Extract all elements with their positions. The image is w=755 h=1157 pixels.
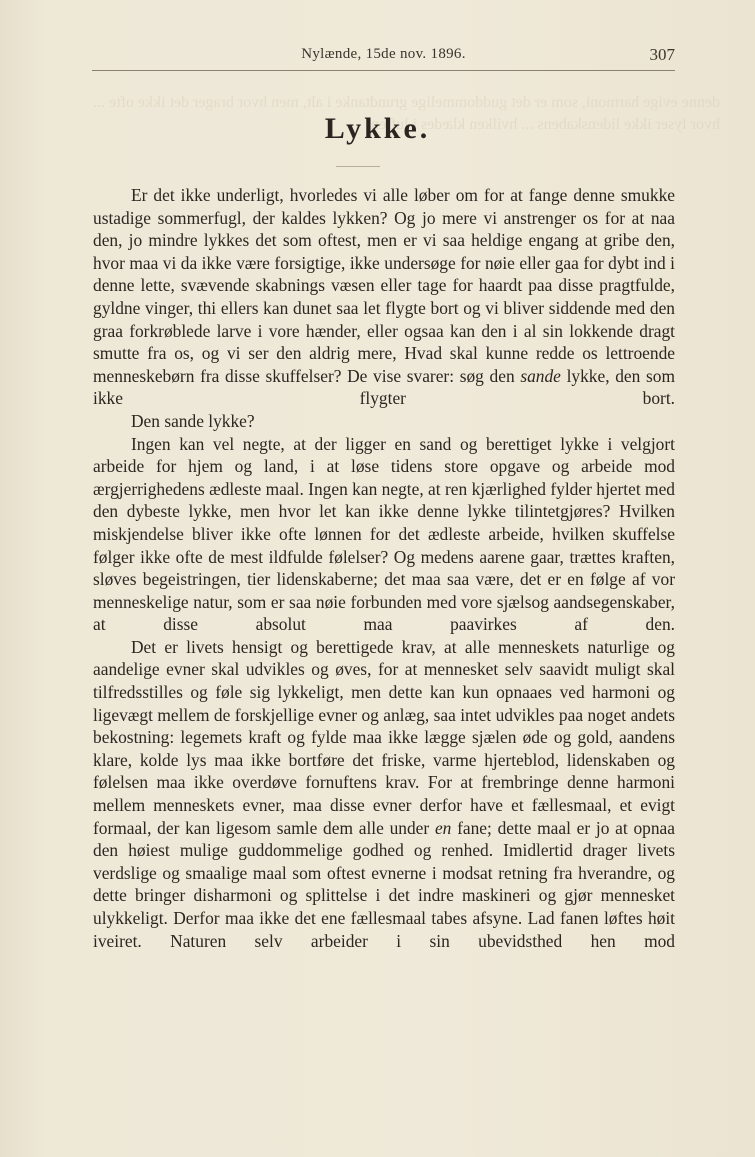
emphasis-sande: sande xyxy=(520,365,561,386)
paragraph-3: Ingen kan vel negte, at der ligger en sand og berettiget lykke i velgjort arbeide for hjem og land, i at løse tidens store opgave og arbeide mod ærgjerrighedens ædleste maal. Ingen kan negte, at ren kjærlighed fylder hjertet med den dybeste lykke, men hvor let kan ikke denne lykke tilintetgjøres? Hvilken miskjendelse bliver ikke ofte lønnen for det ædleste arbeide, hvilken skuffelse følger ikke ofte de mest ildfulde følelser? Og medens aarene gaar, trættes kraften, sløves begeistringen, tier lidenskaberne; det maa saa være, det er en følge af vor menneskelige natur, som er saa nøie forbunden med vore sjælsog aandsegenskaber, at disse absolut maa paavirkes af den. xyxy=(93,433,675,635)
bleed-through-text: denne evige harmoni, som er det guddommelige grundtanke i alt, men hvor brager det ikke ofte ... hvor lyser ikke lidenskabens ... hvilken klædes i luften xyxy=(93,94,720,133)
article-title: Lykke. xyxy=(324,112,431,145)
article-body xyxy=(93,184,675,952)
header-rule xyxy=(92,70,675,71)
paragraph-1: Er det ikke underligt, hvorledes vi alle løber om for at fange denne smukke ustadige sommerfugl, der kaldes lykken? Og jo mere vi anstrenger os for at naa den, jo mindre lykkes det som oftest, men er vi saa heldige engang at gribe den, hvor maa vi da ikke være forsigtige, ikke undersøge for nøie eller gaa for dybt ind i denne lette, svævende skabnings væsen eller tage for haardt paa disse pragtfulde, gyldne vinger, thi ellers kan dunet saa let flygte bort og vi bliver siddende med den graa forkrøblede larve i vore hænder, eller ogsaa kan den i al sin lokkende dragt smutte fra os, og vi ser den aldrig mere, Hvad skal kunne redde os lettroende menneskebørn fra disse skuffelser? De vise svarer: søg den sande lykke, den som ikke flygter bort. xyxy=(93,185,675,409)
paragraph-4: Det er livets hensigt og berettigede krav, at alle menneskets naturlige og aandelige evner skal udvikles og øves, for at mennesket selv saavidt muligt skal tilfredsstilles og føle sig lykkeligt, men dette kan kun opnaaes ved harmoni og ligevægt mellem de forskjellige evner og anlæg, saa intet udvikles paa noget andets bekostning: legemets kraft og fylde maa ikke lægge sjælen øde og gold, aandens klare, kolde lys maa ikke bortføre det friske, varme hjerteblod, lidenskaben og følelsen maa ikke overdøve fornuftens krav. For at frembringe denne harmoni mellem menneskets evner, maa disse evner derfor have et fællesmaal, et evigt formaal, der kan ligesom samle dem alle under en fane; dette maal er jo at opnaa den høiest mulige guddommelige godhed og renhed. Imidlertid drager livets verdslige og smaalige maal som oftest evnerne i modsat retning fra hverandre, og dette bringer disharmoni og splittelse i det indre maskineri og gjør mennesket ulykkeligt. Derfor maa ikke det ene fællesmaal tabes afsyne. Lad fanen løftes høit iveiret. Naturen selv arbeider i sin ubevidsthed hen mod xyxy=(93,636,675,951)
title-ornament xyxy=(336,166,380,167)
paragraph-2: Den sande lykke? xyxy=(131,410,255,431)
running-title: Nylænde, 15de nov. 1896. xyxy=(301,46,466,62)
page-number: 307 xyxy=(649,45,675,64)
running-header xyxy=(92,46,675,68)
emphasis-en: en xyxy=(434,817,452,838)
